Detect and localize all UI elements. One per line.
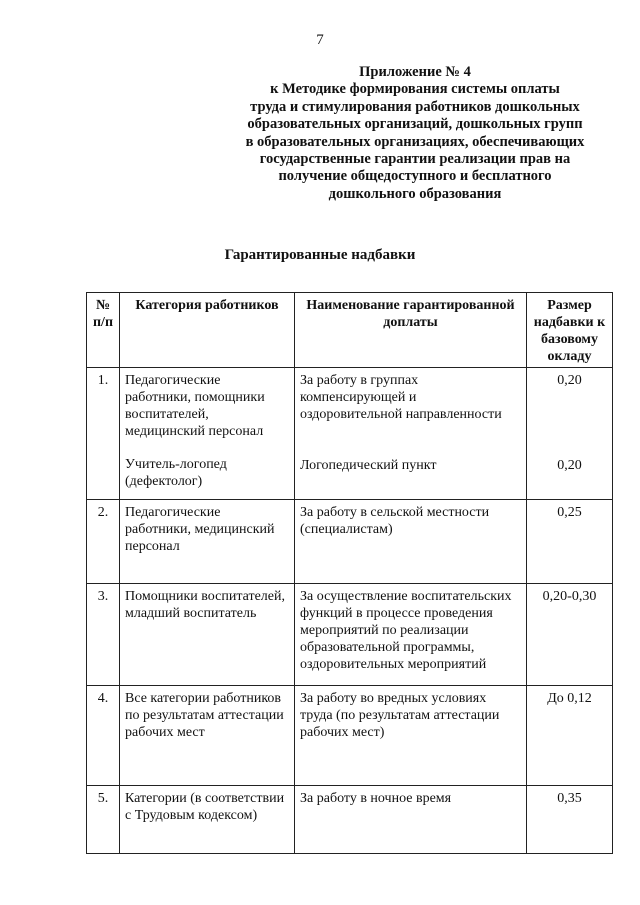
cell-num: 4. [87,686,120,786]
allowances-table [86,292,613,854]
appendix-line: в образовательных организациях, обеспечивающих [245,133,585,150]
cell-category-text: Педагогические работники, помощники воспитателей, медицинский персонал [125,373,265,439]
cell-category: Педагогические работники, медицинский персонал [120,500,295,584]
cell-category [120,368,295,500]
page-number: 7 [316,32,324,48]
table-row [87,686,613,786]
header-payment: Наименование гарантированной доплаты [295,293,527,368]
cell-subpayment-text: Логопедический пункт [300,458,437,473]
cell-category: Все категории работников по результатам аттестации рабочих мест [120,686,295,786]
header-category: Категория работников [120,293,295,368]
cell-rate [527,368,613,500]
cell-rate: 0,35 [527,786,613,854]
cell-payment: За работу в ночное время [295,786,527,854]
header-num: № п/п [87,293,120,368]
cell-payment: За работу в сельской местности (специалистам) [295,500,527,584]
section-title: Гарантированные надбавки [224,247,416,263]
cell-rate: 0,25 [527,500,613,584]
cell-payment: За осуществление воспитательских функций в процессе проведения мероприятий по реализации образовательной программы, оздоровительных мероприятий [295,584,527,686]
appendix-line: получение общедоступного и бесплатного [278,168,552,185]
cell-subcategory-text: Учитель-логопед (дефектолог) [125,457,227,489]
cell-num: 3. [87,584,120,686]
cell-payment [295,368,527,500]
appendix-line: к Методике формирования системы оплаты [270,81,560,98]
cell-num: 2. [87,500,120,584]
cell-payment: За работу во вредных условиях труда (по результатам аттестации рабочих мест) [295,686,527,786]
appendix-heading [215,64,615,203]
cell-category: Помощники воспитателей, младший воспитатель [120,584,295,686]
cell-rate: 0,20-0,30 [527,584,613,686]
table-row [87,368,613,500]
table-row [87,584,613,686]
cell-payment-text: За работу в группах компенсирующей и оздоровительной направленности [300,373,502,422]
table-row [87,786,613,854]
cell-num: 1. [87,368,120,500]
appendix-line: образовательных организаций, дошкольных групп [247,116,583,133]
cell-subrate-text: 0,20 [557,458,582,473]
appendix-line: Приложение № 4 [359,64,471,80]
cell-rate: До 0,12 [527,686,613,786]
table-row [87,500,613,584]
cell-rate-text: 0,20 [557,373,582,388]
appendix-line: труда и стимулирования работников дошкольных [250,98,580,115]
cell-num: 5. [87,786,120,854]
header-rate: Размер надбавки к базовому окладу [527,293,613,368]
appendix-line: дошкольного образования [328,185,502,202]
appendix-line: государственные гарантии реализации прав на [259,151,571,168]
cell-category: Категории (в соответствии с Трудовым кодексом) [120,786,295,854]
table-header-row [87,293,613,368]
